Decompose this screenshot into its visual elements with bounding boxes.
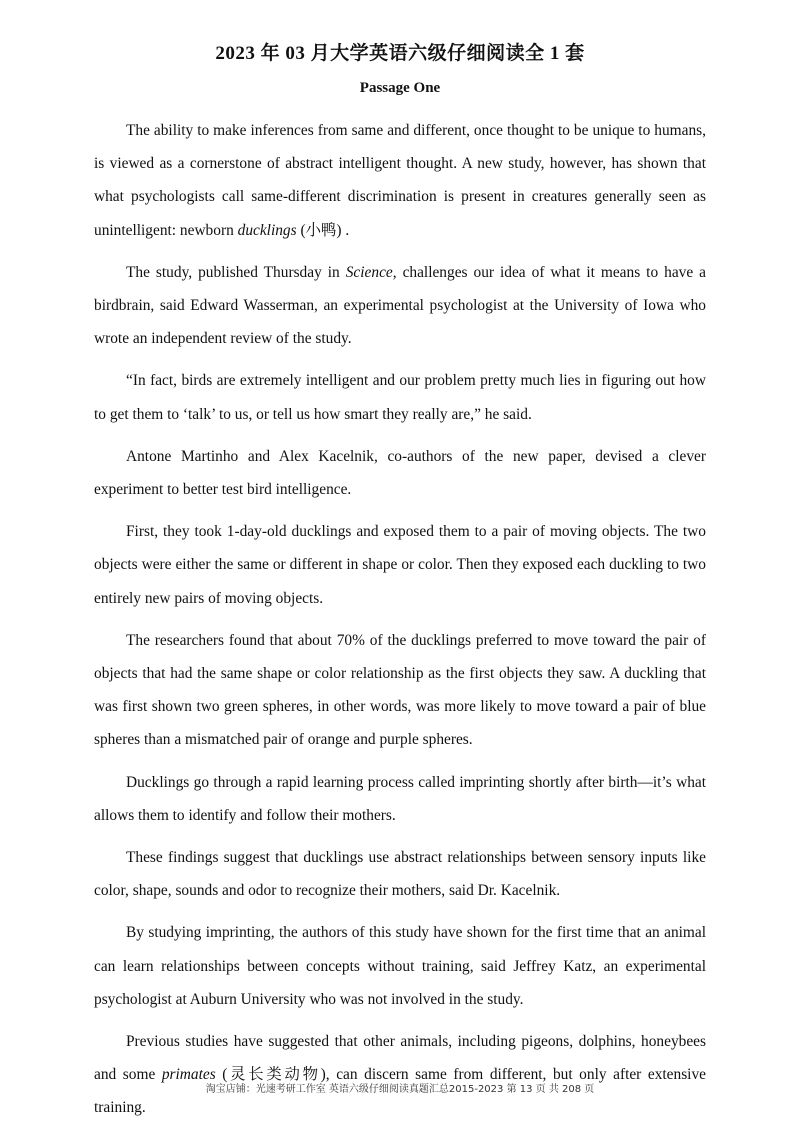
paragraph-5: First, they took 1-day-old ducklings and exposed them to a pair of moving objects. The two objects were either the same or different in shape or color. Then they exposed each duckling to two entirely new pairs of moving objects. bbox=[94, 523, 706, 607]
paragraph-text: The ability to make inferences from same and different, once thought to be unique to humans, is viewed as a cornerstone of abstract intelligent thought. A new study, however, has shown that what psychologists call same-different discrimination is present in creatures generally seen as unintelligent: newborn bbox=[94, 122, 706, 239]
paragraph-6: The researchers found that about 70% of the ducklings preferred to move toward the pair of objects that had the same shape or color relationship as the first objects they saw. A duckling that was first shown two green spheres, in other words, was more likely to move toward a pair of blue spheres than a mismatched pair of orange and purple spheres. bbox=[94, 631, 706, 749]
paragraph-3: “In fact, birds are extremely intelligent and our problem pretty much lies in figuring out how to get them to ‘talk’ to us, or tell us how smart they really are,” he said. bbox=[94, 372, 706, 423]
paragraph-1 bbox=[94, 114, 706, 247]
italic-term: Science bbox=[345, 263, 393, 281]
paragraph-8: These findings suggest that ducklings use abstract relationships between sensory inputs like color, shape, sounds and odor to recognize their mothers, said Dr. Kacelnik. bbox=[94, 849, 706, 900]
paragraph-text: (灵长类动物), can discern same from different, but only after extensive training. bbox=[94, 1066, 706, 1117]
paragraph-text: The study, published Thursday in bbox=[126, 263, 346, 281]
passage-body bbox=[94, 114, 706, 1134]
paragraph-2 bbox=[94, 256, 706, 356]
paragraph-7: Ducklings go through a rapid learning process called imprinting shortly after birth—it’s what allows them to identify and follow their mothers. bbox=[94, 773, 706, 824]
italic-term: ducklings bbox=[237, 221, 297, 239]
paragraph-10 bbox=[94, 1025, 706, 1125]
page-footer: 淘宝店铺：光速考研工作室 英语六级仔细阅读真题汇总2015-2023 第 13 页 共 208 页 bbox=[205, 1084, 595, 1095]
paragraph-text: (小鸭) . bbox=[296, 221, 350, 239]
paragraph-text: , challenges our idea of what it means to have a birdbrain, said Edward Wasserman, an experimental psychologist at the University of Iowa who wrote an independent review of the study. bbox=[94, 263, 706, 348]
paragraph-9: By studying imprinting, the authors of this study have shown for the first time that an animal can learn relationships between concepts without training, said Jeffrey Katz, an experimental psychologist at Auburn University who was not involved in the study. bbox=[94, 924, 706, 1008]
paragraph-text: Previous studies have suggested that other animals, including pigeons, dolphins, honeybees and some bbox=[94, 1033, 706, 1084]
passage-title: Passage One bbox=[359, 80, 441, 96]
document-title: 2023 年 03 月大学英语六级仔细阅读全 1 套 bbox=[215, 43, 585, 64]
italic-term: primates bbox=[161, 1066, 216, 1084]
paragraph-4: Antone Martinho and Alex Kacelnik, co-authors of the new paper, devised a clever experiment to better test bird intelligence. bbox=[94, 447, 706, 499]
